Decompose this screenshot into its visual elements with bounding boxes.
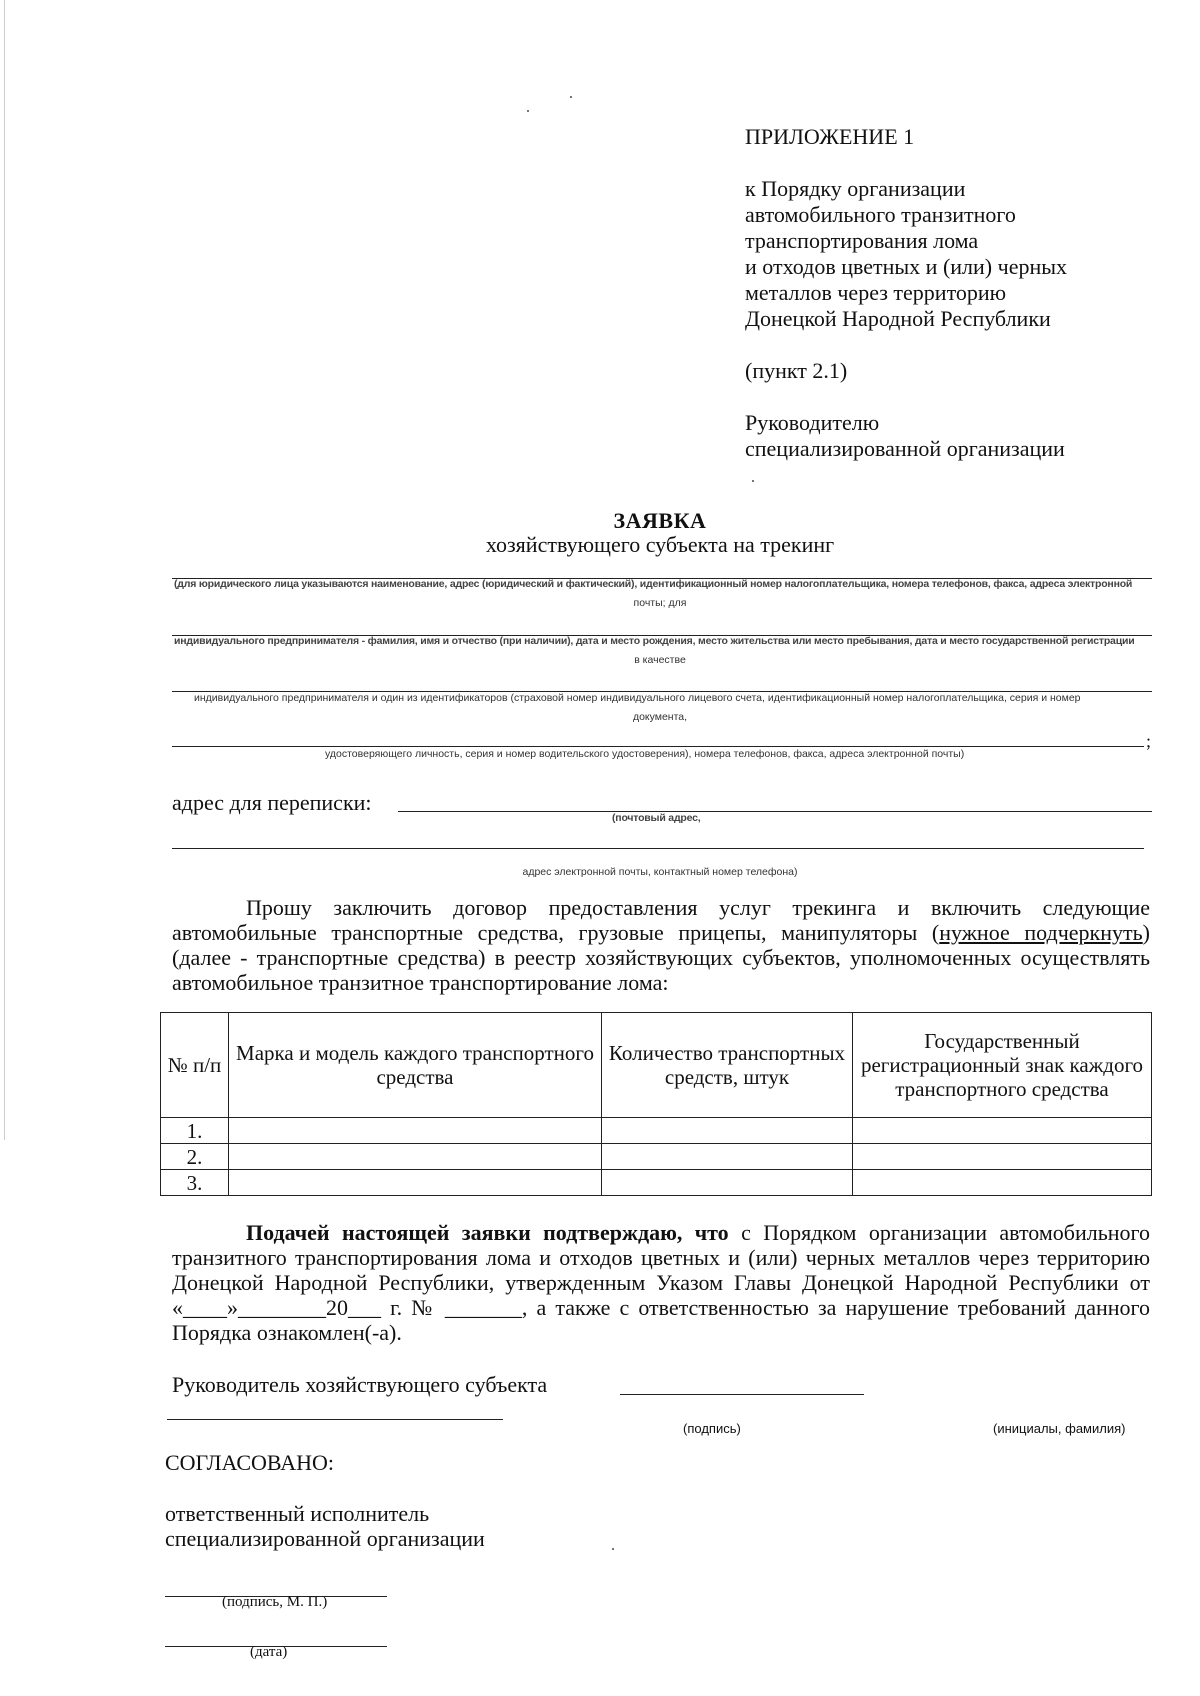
clause-reference: (пункт 2.1) xyxy=(745,358,848,383)
applicant-hint: удостоверяющего личность, серия и номер водительского удостоверения), номера телефонов, факса, адреса электронной почты) xyxy=(325,748,965,760)
correspondence-hint: адрес электронной почты, контактный номер телефона) xyxy=(522,866,798,878)
date-hint: (дата) xyxy=(250,1644,288,1660)
addressee-line: специализированной организации xyxy=(745,436,1065,461)
table-cell[interactable] xyxy=(853,1144,1152,1170)
request-text: Прошу заключить договор предоставления услуг трекинга и включить следующие автомобильные транспортные средства, грузовые прицепы, манипуляторы ( xyxy=(172,895,1150,945)
table-row xyxy=(161,1170,1152,1196)
confirmation-paragraph xyxy=(172,1220,1150,1345)
name-hint: (инициалы, фамилия) xyxy=(993,1421,1126,1436)
request-text: ) (далее - транспортные средства) в реестр хозяйствующих субъектов, уполномоченных осуществлять автомобильное транзитное транспортирование лома: xyxy=(172,920,1150,995)
scan-speck xyxy=(612,1548,614,1550)
semicolon: ; xyxy=(1146,731,1152,751)
order-line: к Порядку организации xyxy=(745,176,966,201)
vehicles-table xyxy=(160,1012,1152,1196)
agreed-label: СОГЛАСОВАНО: xyxy=(165,1450,334,1475)
correspondence-hint: (почтовый адрес, xyxy=(612,812,701,824)
applicant-info-line xyxy=(172,746,1144,747)
scan-speck xyxy=(527,110,529,112)
table-cell[interactable] xyxy=(602,1170,853,1196)
order-line: транспортирования лома xyxy=(745,228,979,253)
applicant-hint: индивидуального предпринимателя - фамилия, имя и отчество (при наличии), дата и место рождения, место жительства или место пребывания, дата и место государственной регистрации xyxy=(174,635,1135,647)
correspondence-label: адрес для переписки: xyxy=(172,790,372,815)
signature-line[interactable] xyxy=(620,1394,864,1395)
table-cell[interactable] xyxy=(229,1144,602,1170)
signature-hint: (подпись) xyxy=(683,1421,741,1436)
scan-speck xyxy=(752,480,754,482)
confirmation-text: с Порядком организации автомобильного транзитного транспортирования лома и отходов цветных и (или) черных металлов через территорию Донецкой Народной Республики, утвержденным Указом Главы Донецкой Народной Республики от «____»________20___ г. № _______, а также с ответственностью за нарушение требований данного Порядка ознакомлен(-а). xyxy=(172,1220,1150,1345)
order-line: Донецкой Народной Республики xyxy=(745,306,1051,331)
row-number: 2. xyxy=(161,1144,229,1170)
order-line: автомобильного транзитного xyxy=(745,202,1016,227)
correspondence-line xyxy=(172,848,1144,849)
underline-hint: нужное подчеркнуть xyxy=(939,920,1143,945)
executor-line: ответственный исполнитель xyxy=(165,1501,430,1526)
applicant-hint: (для юридического лица указываются наименование, адрес (юридический и фактический), идентификационный номер налогоплательщика, номера телефонов, факса, адреса электронной xyxy=(174,578,1133,590)
scan-speck xyxy=(570,96,572,98)
addressee-line: Руководителю xyxy=(745,410,880,435)
table-cell[interactable] xyxy=(602,1118,853,1144)
table-row xyxy=(161,1144,1152,1170)
applicant-hint: почты; для xyxy=(633,597,687,609)
table-cell[interactable] xyxy=(853,1118,1152,1144)
order-line: и отходов цветных и (или) черных xyxy=(745,254,1068,279)
applicant-hint: индивидуального предпринимателя и один из идентификаторов (страховой номер индивидуального лицевого счета, идентификационный номер налогоплательщика, серия и номер xyxy=(194,692,1081,704)
scan-edge-line xyxy=(4,0,5,1140)
appendix-number: ПРИЛОЖЕНИЕ 1 xyxy=(745,124,915,149)
column-header: Количество транспортных средств, штук xyxy=(602,1013,853,1118)
correspondence-line xyxy=(398,811,1152,812)
confirmation-bold: Подачей настоящей заявки подтверждаю, что xyxy=(246,1220,729,1245)
table-cell[interactable] xyxy=(853,1170,1152,1196)
table-header-row xyxy=(161,1013,1152,1118)
document-subtitle: хозяйствующего субъекта на трекинг xyxy=(485,532,835,557)
applicant-hint: в качестве xyxy=(634,654,686,666)
row-number: 1. xyxy=(161,1118,229,1144)
table-cell[interactable] xyxy=(229,1170,602,1196)
document-title: ЗАЯВКА xyxy=(613,508,707,533)
executor-line: специализированной организации xyxy=(165,1526,485,1551)
sign-seal-hint: (подпись, М. П.) xyxy=(222,1594,328,1610)
name-line[interactable] xyxy=(167,1419,503,1420)
table-cell[interactable] xyxy=(602,1144,853,1170)
column-header: № п/п xyxy=(161,1013,229,1118)
request-paragraph xyxy=(172,895,1150,995)
column-header: Государственный регистрационный знак каждого транспортного средства xyxy=(853,1013,1152,1118)
applicant-hint: документа, xyxy=(632,711,688,723)
appendix-header xyxy=(745,124,1067,462)
column-header: Марка и модель каждого транспортного средства xyxy=(229,1013,602,1118)
head-label: Руководитель хозяйствующего субъекта xyxy=(172,1372,548,1397)
order-line: металлов через территорию xyxy=(745,280,1007,305)
table-row xyxy=(161,1118,1152,1144)
row-number: 3. xyxy=(161,1170,229,1196)
table-cell[interactable] xyxy=(229,1118,602,1144)
